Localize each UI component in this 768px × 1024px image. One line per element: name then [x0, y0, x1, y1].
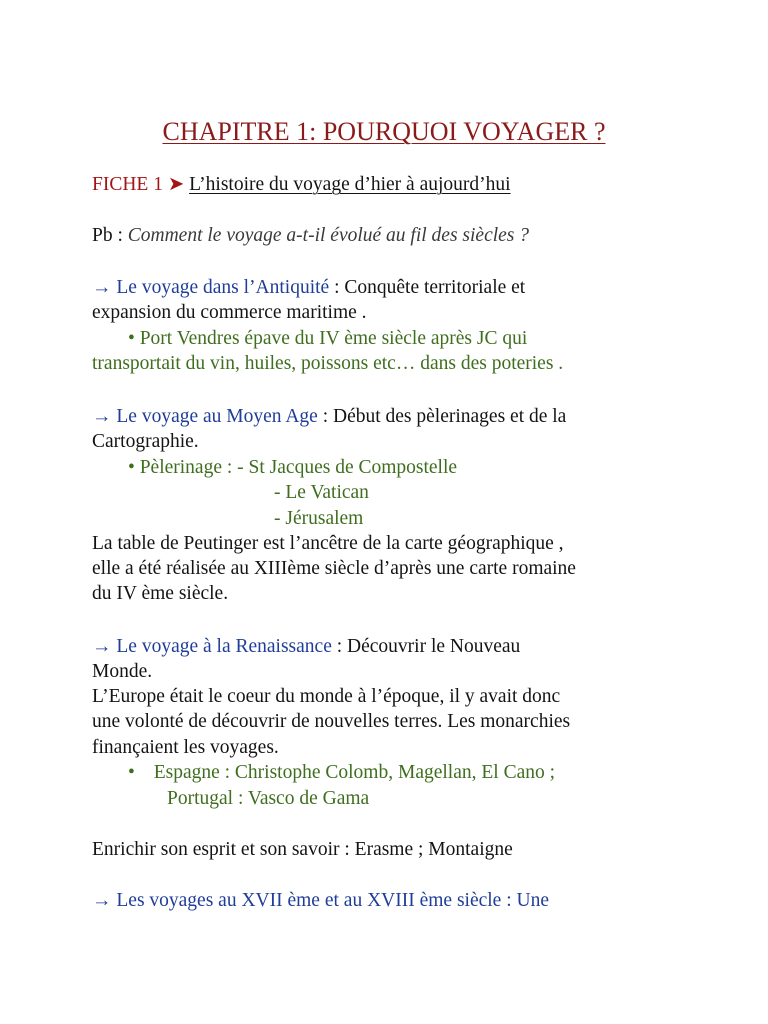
- enrichir-line: Enrichir son esprit et son savoir : Erasme ; Montaigne: [92, 839, 513, 860]
- antiquite-example-line-2: transportait du vin, huiles, poissons etc… dans des poteries .: [92, 353, 564, 374]
- arrow-icon: →: [92, 890, 112, 911]
- europe-line: L’Europe était le coeur du monde à l’époque, il y avait donc: [92, 686, 561, 707]
- antiquite-example-line: [128, 329, 527, 349]
- problem-question: Comment le voyage a-t-il évolué au fil des siècles ?: [127, 225, 530, 246]
- moyen-age-heading: Le voyage au Moyen Age: [116, 406, 318, 427]
- table-peutinger-line: elle a été réalisée au XIIIème siècle d’après une carte romaine: [92, 558, 576, 579]
- arrow-icon: →: [92, 636, 112, 657]
- pelerinage-item: - Jérusalem: [274, 508, 364, 529]
- xvii-xviii-heading: Les voyages au XVII ème et au XVIII ème siècle : Une: [116, 890, 549, 911]
- bullet-icon: •: [128, 328, 135, 349]
- antiquite-desc-line: expansion du commerce maritime .: [92, 302, 367, 323]
- bullet-icon: •: [128, 762, 135, 783]
- antiquite-desc: : Conquête territoriale et: [334, 277, 526, 298]
- pelerinage-item: - Le Vatican: [274, 482, 369, 503]
- arrow-icon: →: [92, 406, 112, 427]
- table-peutinger-line: La table de Peutinger est l’ancêtre de la carte géographique ,: [92, 533, 564, 554]
- problem-label: Pb :: [92, 225, 123, 246]
- moyen-age-heading-line: [92, 407, 566, 427]
- fiche-line: [92, 175, 511, 195]
- renaissance-desc: : Découvrir le Nouveau: [336, 636, 521, 657]
- antiquite-heading: Le voyage dans l’Antiquité: [116, 277, 330, 298]
- fiche-arrow-icon: ➤: [167, 174, 185, 195]
- europe-line: finançaient les voyages.: [92, 737, 279, 758]
- xvii-xviii-heading-line: [92, 891, 549, 911]
- antiquite-heading-line: [92, 278, 525, 298]
- europe-line: une volonté de découvrir de nouvelles terres. Les monarchies: [92, 711, 571, 732]
- pelerinage-label: Pèlerinage :: [139, 457, 233, 478]
- table-peutinger-line: du IV ème siècle.: [92, 583, 229, 604]
- moyen-age-desc: : Début des pèlerinages et de la: [322, 406, 567, 427]
- renaissance-desc-line: Monde.: [92, 661, 153, 682]
- explorers-spain: Espagne : Christophe Colomb, Magellan, El Cano ;: [153, 762, 556, 783]
- explorers-portugal: Portugal : Vasco de Gama: [167, 788, 370, 809]
- pelerinage-item: - St Jacques de Compostelle: [237, 457, 458, 478]
- problem-line: [92, 226, 529, 246]
- antiquite-example: Port Vendres épave du IV ème siècle après JC qui: [139, 328, 528, 349]
- fiche-label: FICHE 1: [92, 174, 163, 195]
- page-title: CHAPITRE 1: POURQUOI VOYAGER ?: [162, 117, 606, 146]
- fiche-title: L’histoire du voyage d’hier à aujourd’hui: [189, 174, 511, 195]
- bullet-icon: •: [128, 457, 135, 478]
- pelerinage-line: [128, 458, 457, 478]
- renaissance-heading-line: [92, 637, 520, 657]
- explorers-line: [128, 763, 555, 783]
- renaissance-heading: Le voyage à la Renaissance: [116, 636, 332, 657]
- moyen-age-desc-line: Cartographie.: [92, 431, 199, 452]
- arrow-icon: →: [92, 277, 112, 298]
